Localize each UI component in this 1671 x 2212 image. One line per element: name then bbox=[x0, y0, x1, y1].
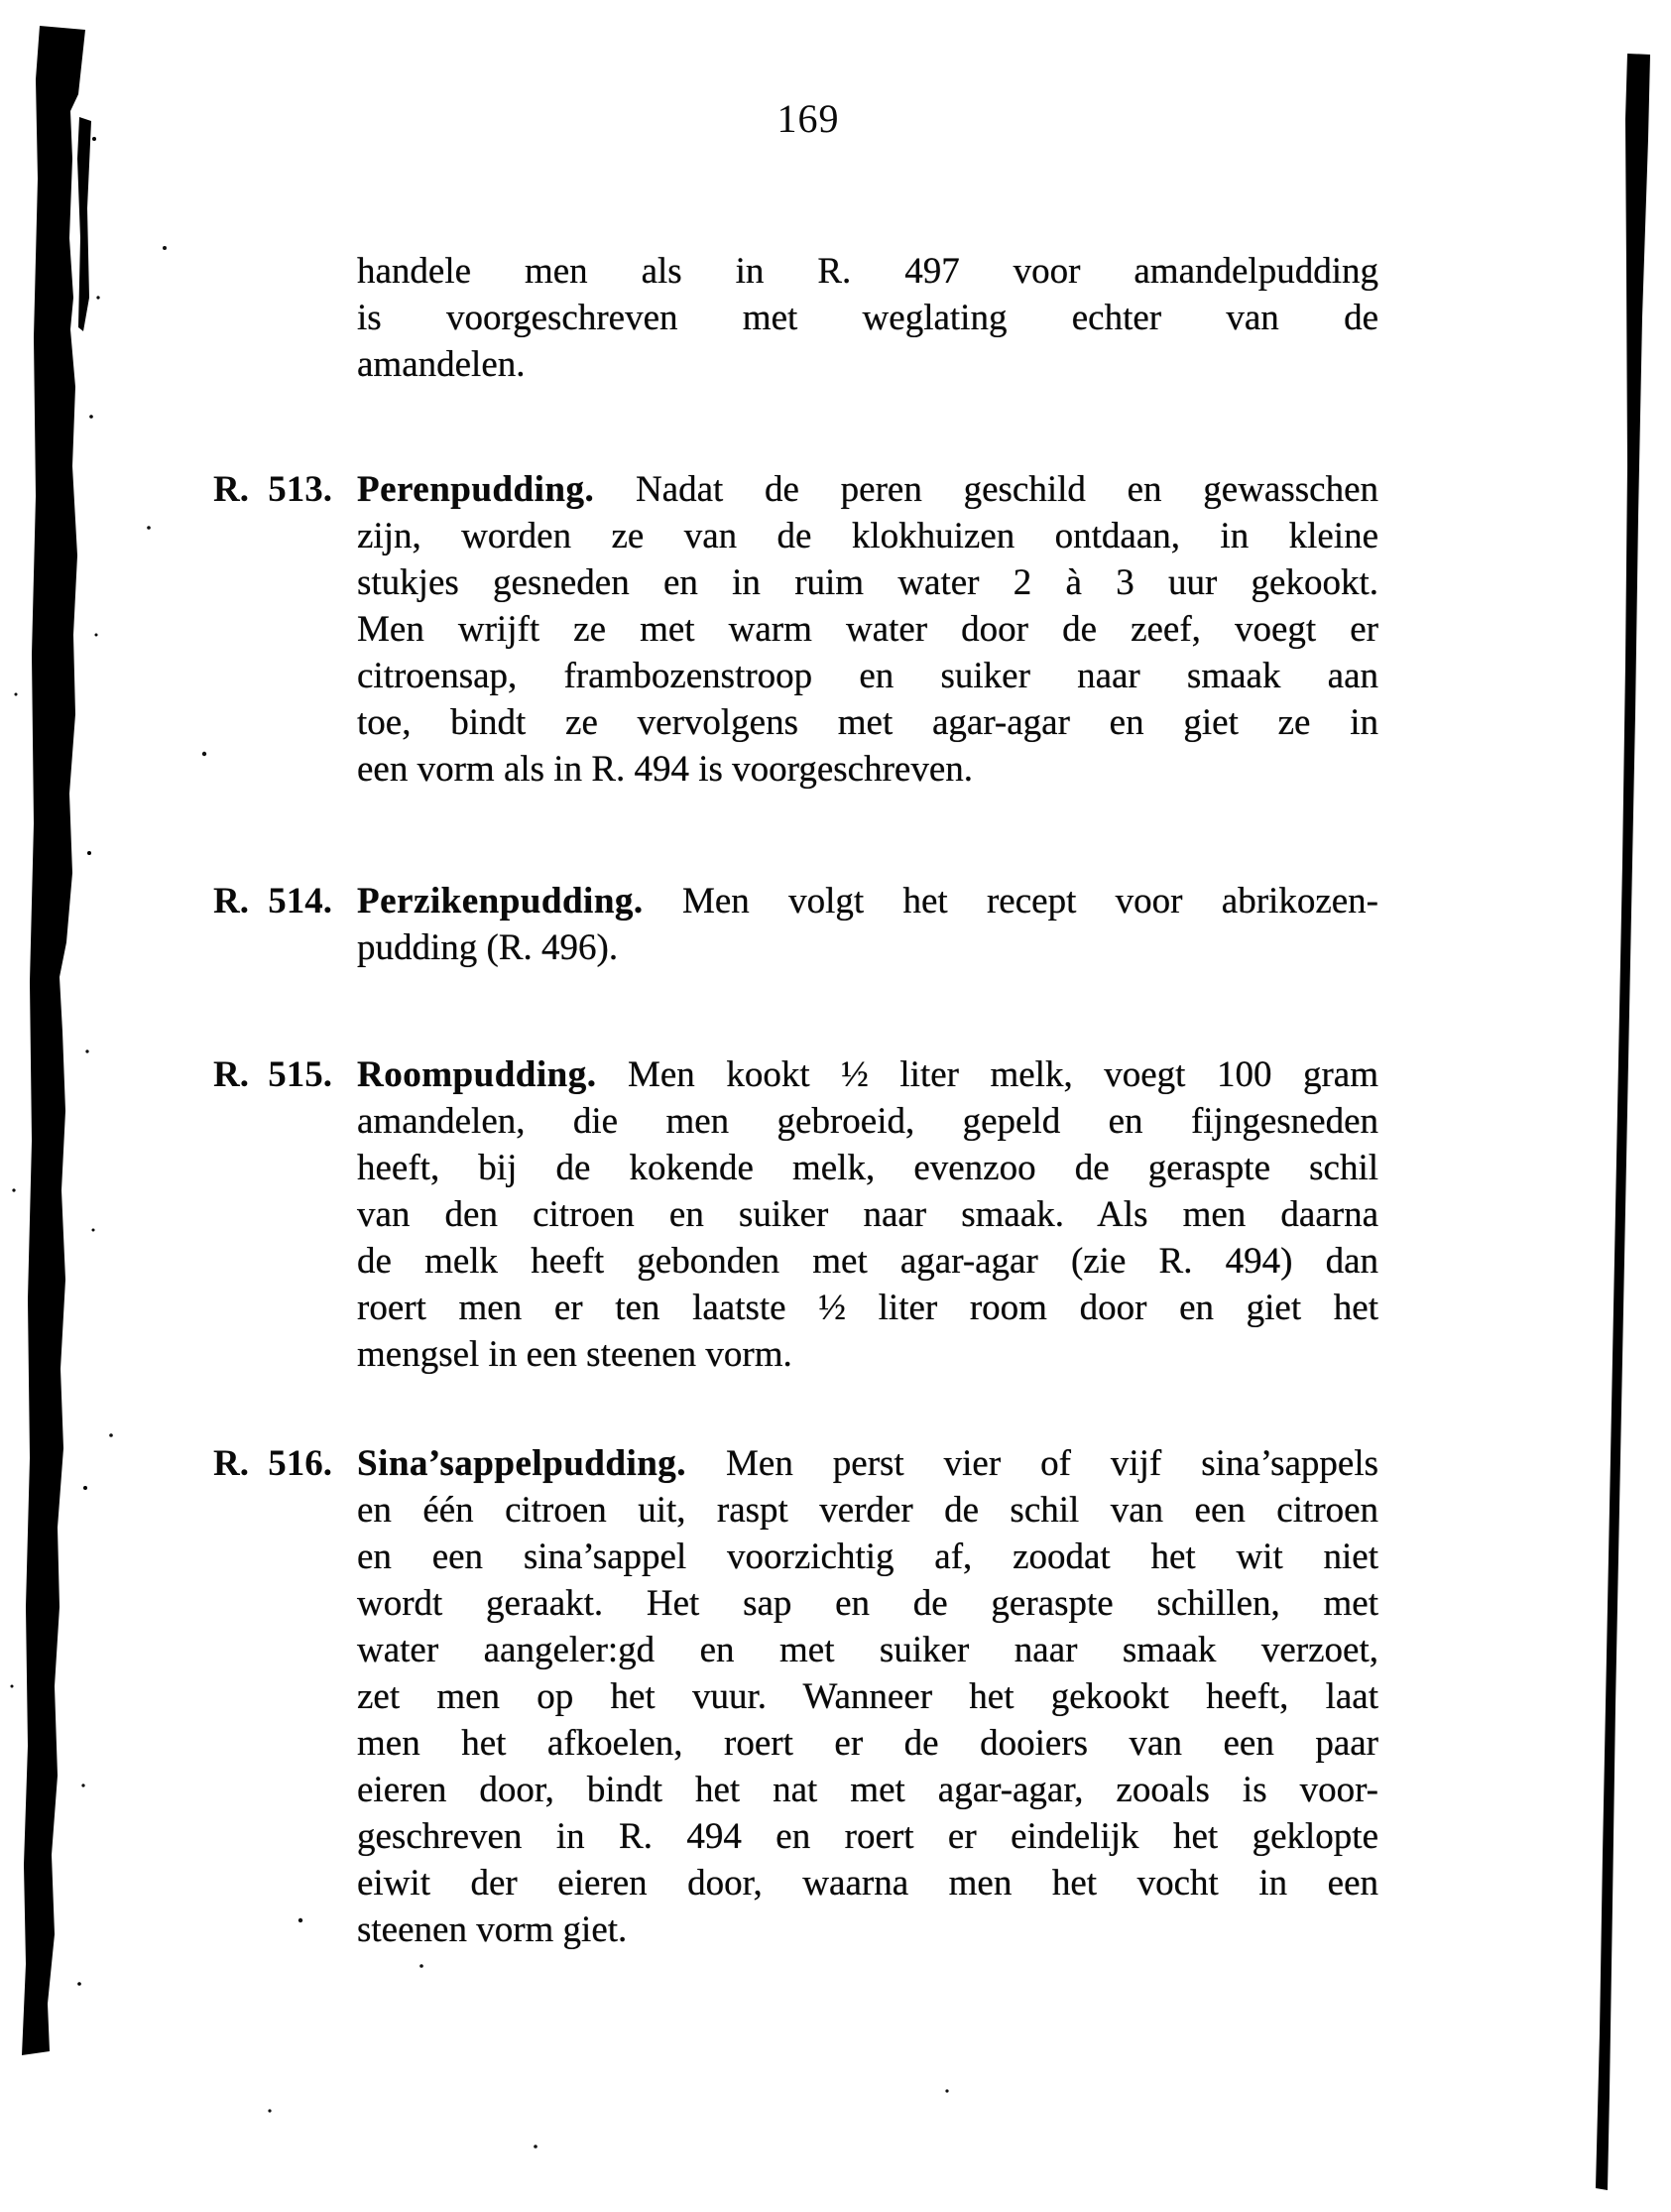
text-line: amandelen. bbox=[357, 344, 526, 385]
recipe-block bbox=[213, 1051, 1378, 1378]
intro-paragraph bbox=[357, 248, 1378, 388]
text-line: de melk heeft gebonden met agar-agar (zie R. 494) dan bbox=[357, 1241, 1378, 1282]
text-line: Roompudding. Men kookt ½ liter melk, voegt 100 gram bbox=[357, 1054, 1378, 1095]
recipe-title: Perenpudding. bbox=[357, 469, 595, 510]
text-line: roert men er ten laatste ½ liter room door en giet het bbox=[357, 1288, 1378, 1328]
text-line: zijn, worden ze van de klokhuizen ontdaan, in kleine bbox=[357, 516, 1378, 556]
recipe-block bbox=[213, 1440, 1378, 1953]
text-line: is voorgeschreven met weglating echter van de bbox=[357, 298, 1378, 338]
text-line: handele men als in R. 497 voor amandelpudding bbox=[357, 251, 1378, 292]
text-line: zet men op het vuur. Wanneer het gekookt heeft, laat bbox=[357, 1676, 1378, 1717]
text-line: een vorm als in R. 494 is voorgeschreven. bbox=[357, 749, 973, 790]
text-line: steenen vorm giet. bbox=[357, 1909, 628, 1950]
text-line: men het afkoelen, roert er de dooiers van een paar bbox=[357, 1723, 1378, 1764]
text-line: eiwit der eieren door, waarna men het vocht in een bbox=[357, 1863, 1378, 1904]
text-line: citroensap, frambozenstroop en suiker naar smaak aan bbox=[357, 656, 1378, 696]
text-line: en een sina’sappel voorzichtig af, zoodat het wit niet bbox=[357, 1536, 1378, 1577]
text-line: water aangeler:gd en met suiker naar smaak verzoet, bbox=[357, 1630, 1378, 1670]
recipe-text bbox=[357, 466, 1378, 793]
text-line: toe, bindt ze vervolgens met agar-agar en giet ze in bbox=[357, 702, 1378, 743]
text-line: pudding (R. 496). bbox=[357, 927, 619, 968]
text-line: amandelen, die men gebroeid, gepeld en fijngesneden bbox=[357, 1101, 1378, 1142]
recipe-number: R. 513. bbox=[213, 469, 332, 510]
text-line: en één citroen uit, raspt verder de schil van een citroen bbox=[357, 1490, 1378, 1531]
recipe-title: Roompudding. bbox=[357, 1054, 597, 1095]
text-column bbox=[213, 0, 1378, 1953]
text-line: heeft, bij de kokende melk, evenzoo de geraspte schil bbox=[357, 1148, 1378, 1188]
text-line: wordt geraakt. Het sap en de geraspte schillen, met bbox=[357, 1583, 1378, 1624]
text-line: stukjes gesneden en in ruim water 2 à 3 uur gekookt. bbox=[357, 562, 1378, 603]
binding-crack-lower bbox=[60, 1711, 69, 1919]
text-line: Sina’sappelpudding. Men perst vier of vijf sina’sappels bbox=[357, 1443, 1378, 1484]
recipe-text bbox=[357, 1051, 1378, 1378]
recipe-title: Perzikenpudding. bbox=[357, 881, 644, 922]
text-line: eieren door, bindt het nat met agar-agar, zooals is voor- bbox=[357, 1770, 1378, 1810]
right-page-edge-strip bbox=[1596, 54, 1650, 2190]
text-line: mengsel in een steenen vorm. bbox=[357, 1334, 792, 1375]
recipe-title: Sina’sappelpudding. bbox=[357, 1443, 687, 1484]
recipe-text bbox=[357, 1440, 1378, 1953]
recipe-number: R. 516. bbox=[213, 1443, 332, 1484]
recipe-block bbox=[213, 466, 1378, 793]
recipe-number: R. 515. bbox=[213, 1054, 332, 1095]
recipe-number: R. 514. bbox=[213, 881, 332, 922]
text-line: Perenpudding. Nadat de peren geschild en gewasschen bbox=[357, 469, 1378, 510]
recipe-text bbox=[357, 878, 1378, 971]
binding-crack-sliver bbox=[77, 117, 91, 331]
page-number: 169 bbox=[776, 96, 840, 141]
text-line: van den citroen en suiker naar smaak. Als men daarna bbox=[357, 1194, 1378, 1235]
recipe-block bbox=[213, 878, 1378, 971]
recipe-list bbox=[213, 466, 1378, 1953]
text-line: Perzikenpudding. Men volgt het recept voor abrikozen- bbox=[357, 881, 1378, 922]
left-binding-edge-band bbox=[22, 26, 85, 2055]
text-line: geschreven in R. 494 en roert er eindelijk het geklopte bbox=[357, 1816, 1378, 1857]
text-line: Men wrijft ze met warm water door de zeef, voegt er bbox=[357, 609, 1378, 650]
